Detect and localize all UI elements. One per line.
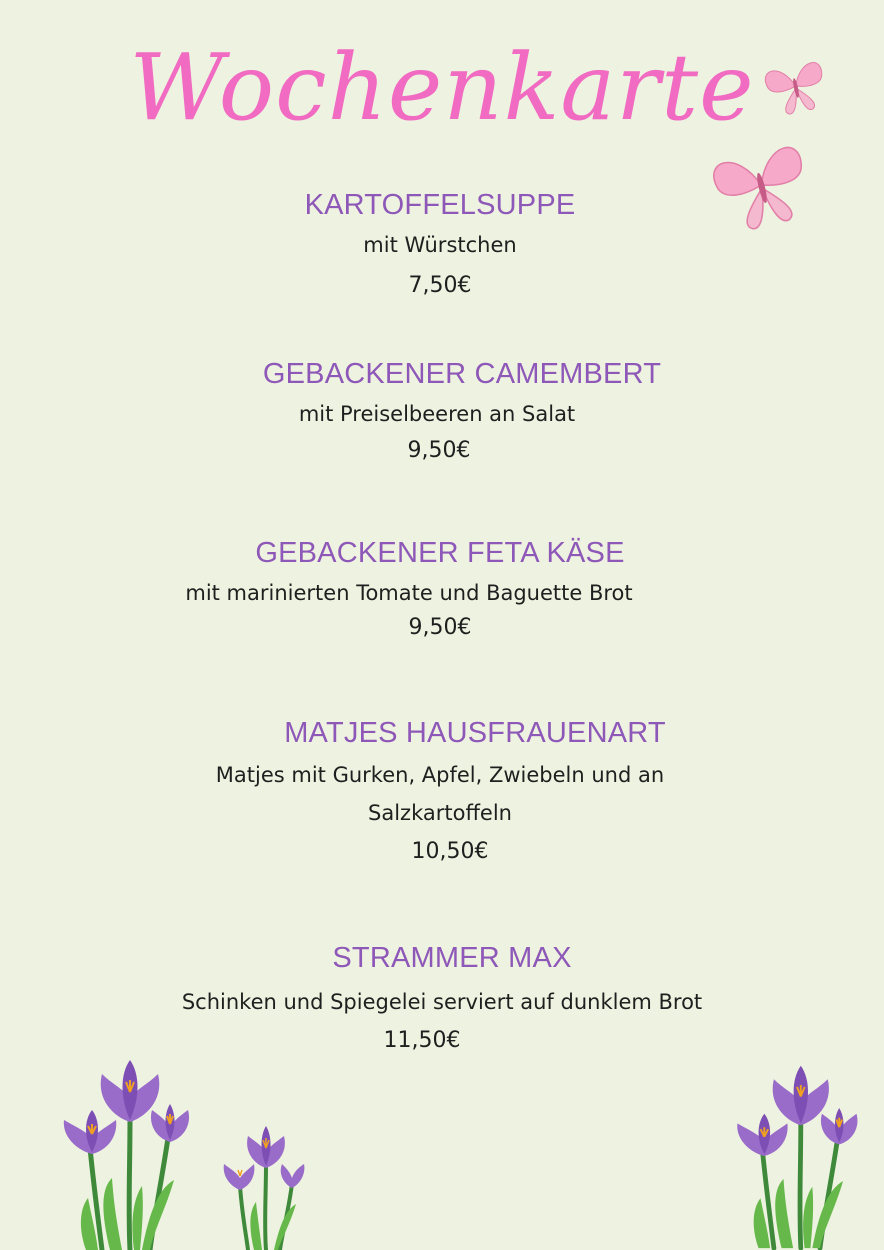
menu-item <box>240 188 640 306</box>
menu-item <box>212 357 712 471</box>
menu-item <box>142 941 742 1061</box>
dish-description: mit Preiselbeeren an Salat <box>298 402 576 426</box>
dish-price: 10,50€ <box>411 839 489 864</box>
menu-item <box>160 716 760 872</box>
crocus-icon <box>50 1058 200 1250</box>
dish-price: 9,50€ <box>407 438 471 463</box>
crocus-icon <box>216 1124 312 1250</box>
dish-description-line: Matjes mit Gurken, Apfel, Zwiebeln und an <box>215 763 665 787</box>
dish-name: STRAMMER MAX <box>332 942 572 974</box>
crocus-icon <box>724 1062 868 1250</box>
dish-description: mit marinierten Tomate und Baguette Brot <box>185 581 633 605</box>
dish-price: 11,50€ <box>383 1028 461 1053</box>
dish-name: GEBACKENER CAMEMBERT <box>262 358 662 390</box>
dish-description-line: Salzkartoffeln <box>368 801 512 825</box>
dish-name: GEBACKENER FETA KÄSE <box>255 537 625 569</box>
dish-name: MATJES HAUSFRAUENART <box>284 717 666 749</box>
dish-price: 9,50€ <box>408 615 472 640</box>
dish-description: mit Würstchen <box>363 233 517 257</box>
dish-price: 7,50€ <box>408 273 472 298</box>
dish-description: Schinken und Spiegelei serviert auf dunklem Brot <box>181 990 703 1014</box>
butterfly-icon <box>760 56 832 120</box>
butterfly-icon <box>706 138 818 238</box>
menu-item <box>130 536 750 648</box>
menu-title: Wochenkarte <box>129 34 755 141</box>
dish-name: KARTOFFELSUPPE <box>304 189 576 221</box>
